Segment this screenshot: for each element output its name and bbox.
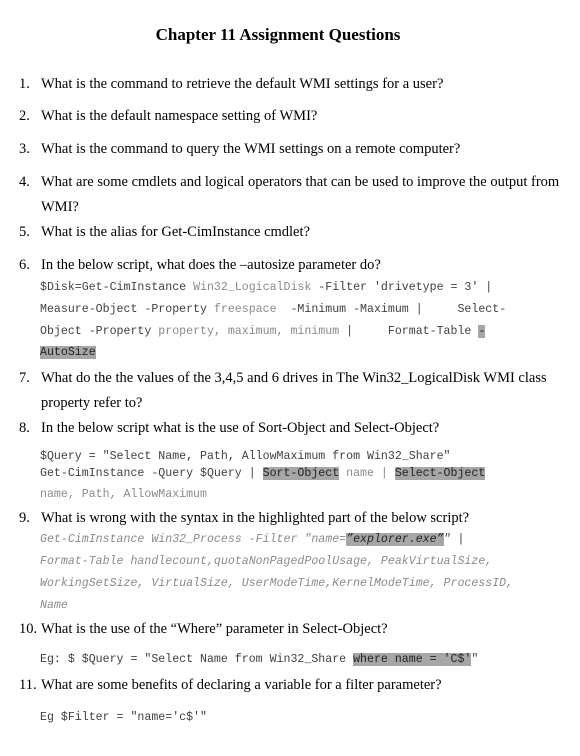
question-number: 8. [19,420,30,436]
highlighted-code: Select-Object [394,467,486,480]
code-line [40,484,207,506]
code-token: | [478,281,493,294]
code-line [40,651,478,669]
question-text-line-1: What are some cmdlets and logical operators that can be used to improve the output from [41,174,560,190]
code-line [40,342,96,364]
question-number: 10. [19,621,38,637]
code-line [40,595,68,617]
code-token: Format-Table handlecount,quotaNonPagedPoolUsage, PeakVirtualSize, [40,555,493,568]
code-token: " | [443,533,465,546]
code-line [40,529,464,551]
question-text: What is the use of the “Where” parameter in Select-Object? [41,621,388,637]
code-token: property, maximum, minimum [158,325,340,338]
code-token: Eg $Filter = "name='c$'" [40,711,207,724]
question-text-line-2: WMI? [41,199,79,215]
code-line [40,551,492,573]
highlighted-code: where name = 'C$' [353,653,472,666]
code-token: Name [40,599,68,612]
question-number: 1. [19,76,30,92]
code-line [40,463,485,485]
code-token: $Disk=Get-CimInstance [40,281,194,294]
code-token: Object -Property [40,325,159,338]
question-text-line-1: What do the the values of the 3,4,5 and 6 drives in The Win32_LogicalDisk WMI class [41,370,547,386]
code-token: name, Path, AllowMaximum [40,488,207,501]
question-number: 5. [19,224,30,240]
code-token: Eg: $ $Query = "Select Name from Win32_Share [40,653,354,666]
question-text: What is the command to retrieve the default WMI settings for a user? [41,76,444,92]
question-text-line-2: property refer to? [41,395,143,411]
code-token: -Filter [311,281,374,294]
question-number: 7. [19,370,30,386]
question-number: 3. [19,141,30,157]
code-token: -Minimum -Maximum | Select- [276,303,507,316]
code-token: Win32_LogicalDisk [193,281,312,294]
question-text: What is the default namespace setting of WMI? [41,108,318,124]
code-token: name | [339,467,395,480]
code-line [40,321,485,343]
code-line [40,277,492,299]
question-7 [19,366,559,416]
question-text: What is the command to query the WMI settings on a remote computer? [41,141,461,157]
question-number: 11. [19,677,37,693]
question-text: What is the alias for Get-CimInstance cmdlet? [41,224,310,240]
code-token: Get-CimInstance Win32_Process -Filter "name= [40,533,347,546]
highlighted-code: AutoSize [40,346,96,359]
page-title: Chapter 11 Assignment Questions [155,25,401,44]
question-number: 9. [19,510,30,526]
question-text: In the below script, what does the –autosize parameter do? [41,257,381,273]
highlighted-code: Sort-Object [262,467,340,480]
highlighted-code: ”explorer.exe” [346,533,444,546]
question-number: 4. [19,174,30,190]
code-token: Get-CimInstance -Query $Query | [40,467,263,480]
code-line [40,707,207,729]
highlighted-code: - [478,325,486,338]
question-text: In the below script what is the use of Sort-Object and Select-Object? [41,420,440,436]
question-text: What is wrong with the syntax in the highlighted part of the below script? [41,510,470,526]
code-token: " [471,653,479,666]
question-number: 2. [19,108,30,124]
code-token: 'drivetype = 3' [373,281,479,294]
code-line [40,573,513,595]
code-line [40,299,506,321]
code-token: $Query = "Select Name, Path, AllowMaximum from Win32_Share" [40,450,451,463]
code-token: freespace [213,303,277,316]
question-number: 6. [19,257,30,273]
question-text: What are some benefits of declaring a variable for a filter parameter? [41,677,442,693]
code-token: Measure-Object -Property [40,303,214,316]
code-token: WorkingSetSize, VirtualSize, UserModeTime,KernelModeTime, ProcessID, [40,577,514,590]
question-4 [19,170,559,220]
code-token: | Format-Table [339,325,479,338]
